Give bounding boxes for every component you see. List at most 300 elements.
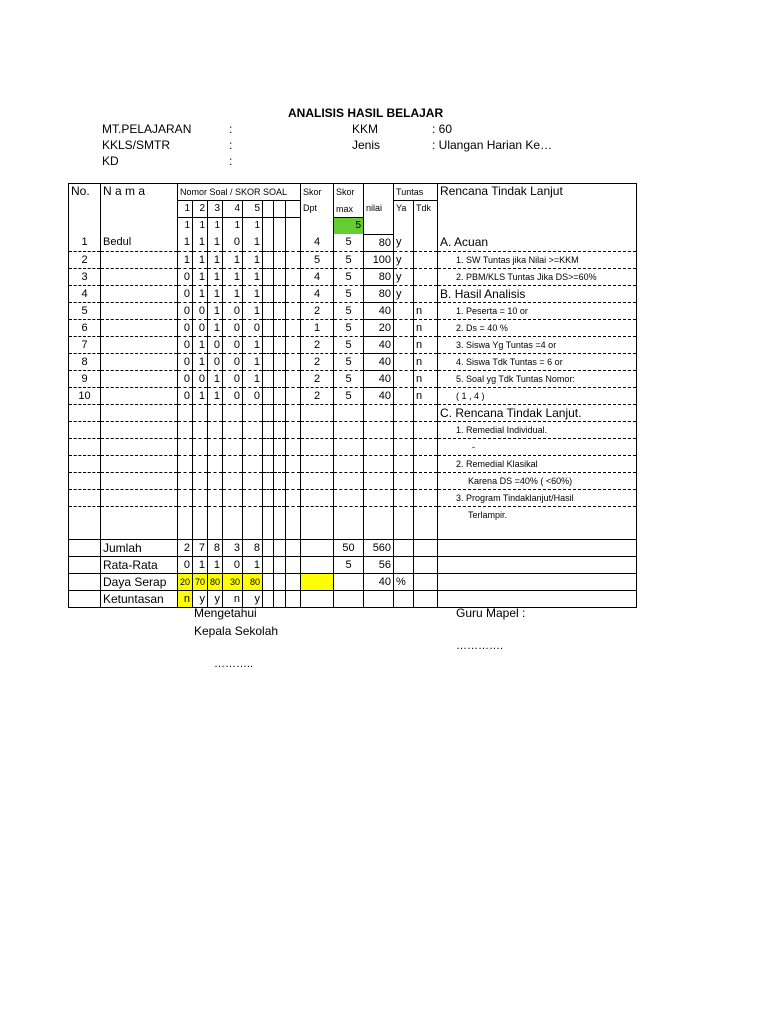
- blank-cell: [414, 590, 438, 607]
- blank-cell: [208, 404, 223, 421]
- summary-soal-value: 70: [193, 573, 208, 590]
- student-name: [101, 268, 178, 285]
- blank-cell: [301, 438, 334, 455]
- blank-cell: [263, 489, 274, 506]
- kkls-label: KKLS/SMTR: [102, 138, 171, 152]
- rtl-item: ( 1 , 4 ): [438, 387, 637, 404]
- summary-soal-value: 20: [178, 573, 193, 590]
- blank-cell: [274, 268, 286, 285]
- soal-score: 0: [208, 353, 223, 370]
- soal-score: 0: [243, 387, 263, 404]
- blank-cell: [286, 234, 301, 251]
- blank-cell: [193, 523, 208, 540]
- rtl-item: [438, 523, 637, 540]
- soal-num: 5: [243, 201, 263, 218]
- soal-score: 1: [223, 285, 243, 302]
- nilai-value: 100: [364, 251, 394, 268]
- nilai-value: 80: [364, 234, 394, 251]
- blank-cell: [208, 455, 223, 472]
- summary-soal-value: y: [208, 590, 223, 607]
- soal-score: 1: [243, 234, 263, 251]
- blank-cell: [263, 234, 274, 251]
- header-row: [69, 184, 637, 201]
- blank-cell: [438, 556, 637, 573]
- table-row: [69, 251, 637, 268]
- blank-cell: [274, 489, 286, 506]
- row-number: 9: [69, 370, 101, 387]
- blank-cell: [69, 523, 101, 540]
- blank-cell: [178, 421, 193, 438]
- col-rtl-header: Rencana Tindak Lanjut: [438, 184, 637, 235]
- student-name: [101, 387, 178, 404]
- soal-score: 1: [243, 370, 263, 387]
- blank-cell: [414, 438, 438, 455]
- rtl-item: -: [438, 438, 637, 455]
- kkm-label: KKM: [352, 122, 379, 136]
- blank-cell: [286, 387, 301, 404]
- blank-cell: [364, 489, 394, 506]
- soal-score: 1: [193, 234, 208, 251]
- tuntas-tdk: n: [414, 302, 438, 319]
- blank-cell: [263, 506, 274, 523]
- tuntas-ya: y: [394, 268, 414, 285]
- blank-cell: [243, 421, 263, 438]
- blank-cell: [223, 438, 243, 455]
- rtl-item: C. Rencana Tindak Lanjut.: [438, 404, 637, 421]
- row-number: 10: [69, 387, 101, 404]
- blank-cell: [274, 455, 286, 472]
- soal-score: 1: [243, 251, 263, 268]
- blank-cell: [274, 421, 286, 438]
- soal-score: 1: [208, 370, 223, 387]
- blank-cell: [438, 590, 637, 607]
- blank-cell: [208, 472, 223, 489]
- table-row: [69, 421, 637, 438]
- blank-cell: [223, 506, 243, 523]
- soal-score: 0: [178, 268, 193, 285]
- tuntas-tdk: n: [414, 319, 438, 336]
- soal-score: 0: [178, 370, 193, 387]
- summary-label: Ketuntasan: [101, 590, 178, 607]
- blank-cell: [414, 472, 438, 489]
- blank-cell: [286, 421, 301, 438]
- table-row: [69, 319, 637, 336]
- blank-cell: [243, 506, 263, 523]
- skor-dpt: 2: [301, 353, 334, 370]
- blank-cell: [193, 506, 208, 523]
- rtl-item: 2. PBM/KLS Tuntas Jika DS>=60%: [438, 268, 637, 285]
- tuntas-tdk: n: [414, 387, 438, 404]
- row-number: 2: [69, 251, 101, 268]
- blank-cell: [334, 472, 364, 489]
- soal-score: 0: [178, 336, 193, 353]
- tuntas-tdk: [414, 285, 438, 302]
- nilai-value: 40: [364, 353, 394, 370]
- table-row: [69, 455, 637, 472]
- table-row: [69, 472, 637, 489]
- blank-cell: [263, 285, 274, 302]
- summary-max: 50: [334, 539, 364, 556]
- blank-cell: [286, 370, 301, 387]
- blank-cell: [263, 268, 274, 285]
- table-row: [69, 234, 637, 251]
- blank-cell: [274, 234, 286, 251]
- nilai-value: 80: [364, 285, 394, 302]
- row-number: 3: [69, 268, 101, 285]
- kd-colon: :: [229, 154, 233, 168]
- skor-dpt: 2: [301, 336, 334, 353]
- table-row: [69, 336, 637, 353]
- mapel-colon: :: [229, 122, 233, 136]
- table-row: [69, 523, 637, 540]
- blank-cell: [286, 556, 301, 573]
- tuntas-tdk: n: [414, 336, 438, 353]
- tuntas-ya: y: [394, 251, 414, 268]
- soal-skor: 1: [193, 218, 208, 235]
- summary-label: Rata-Rata: [101, 556, 178, 573]
- blank-cell: [414, 506, 438, 523]
- table-row: [69, 404, 637, 421]
- skor-dpt: 2: [301, 370, 334, 387]
- col-ya-header: Ya: [394, 201, 414, 235]
- blank-cell: [438, 573, 637, 590]
- blank-cell: [301, 506, 334, 523]
- soal-score: 0: [178, 387, 193, 404]
- summary-soal-value: y: [243, 590, 263, 607]
- blank-cell: [274, 251, 286, 268]
- soal-score: 0: [193, 319, 208, 336]
- summary-pct: [394, 539, 414, 556]
- summary-soal-value: n: [223, 590, 243, 607]
- table-row: [69, 285, 637, 302]
- student-name: Bedul: [101, 234, 178, 251]
- nilai-value: 40: [364, 370, 394, 387]
- soal-score: 0: [178, 302, 193, 319]
- table-row: [69, 438, 637, 455]
- blank-cell: [69, 506, 101, 523]
- blank-cell: [394, 506, 414, 523]
- summary-row-daya: [69, 573, 637, 590]
- summary-nilai: [364, 590, 394, 607]
- blank-cell: [193, 404, 208, 421]
- skor-max: 5: [334, 319, 364, 336]
- blank-cell: [263, 472, 274, 489]
- blank-cell: [243, 472, 263, 489]
- tuntas-ya: [394, 302, 414, 319]
- soal-score: 0: [193, 302, 208, 319]
- soal-score: 0: [178, 285, 193, 302]
- soal-score: 1: [208, 387, 223, 404]
- col-dpt-header: Dpt: [301, 201, 334, 235]
- blank-cell: [263, 438, 274, 455]
- jenis-label: Jenis: [352, 138, 381, 152]
- blank-cell: [286, 472, 301, 489]
- table-body: [69, 184, 637, 608]
- blank-cell: [274, 472, 286, 489]
- blank-cell: [394, 472, 414, 489]
- guru-mapel-label: Guru Mapel :: [456, 606, 526, 620]
- rtl-item: B. Hasil Analisis: [438, 285, 637, 302]
- blank-cell: [101, 506, 178, 523]
- summary-pct: [394, 590, 414, 607]
- blank-cell: [243, 523, 263, 540]
- mapel-label: MT.PELAJARAN: [102, 122, 192, 136]
- blank-cell: [69, 438, 101, 455]
- row-number: 7: [69, 336, 101, 353]
- blank-cell: [69, 489, 101, 506]
- summary-max: 5: [334, 556, 364, 573]
- blank-cell: [334, 438, 364, 455]
- blank-cell: [263, 421, 274, 438]
- blank-cell: [286, 573, 301, 590]
- summary-label: Jumlah: [101, 539, 178, 556]
- blank-cell: [301, 455, 334, 472]
- tuntas-ya: [394, 336, 414, 353]
- skor-max: 5: [334, 251, 364, 268]
- blank-cell: [286, 353, 301, 370]
- blank-cell: [178, 404, 193, 421]
- col-nilai-header: nilai: [364, 201, 394, 235]
- soal-score: 1: [193, 285, 208, 302]
- tuntas-ya: [394, 319, 414, 336]
- blank-cell: [274, 370, 286, 387]
- summary-soal-value: 0: [178, 556, 193, 573]
- blank-cell: [364, 472, 394, 489]
- blank-cell: [223, 523, 243, 540]
- blank-cell: [178, 489, 193, 506]
- rtl-item: 3. Program Tindaklanjut/Hasil: [438, 489, 637, 506]
- blank-cell: [263, 539, 274, 556]
- col-tdk-header: Tdk: [414, 201, 438, 235]
- blank-cell: [394, 523, 414, 540]
- summary-soal-value: y: [193, 590, 208, 607]
- summary-soal-value: 1: [193, 556, 208, 573]
- summary-soal-value: 80: [243, 573, 263, 590]
- signature-dots-right: ………….: [456, 640, 504, 652]
- blank-cell: [101, 489, 178, 506]
- rtl-item: 1. SW Tuntas jika Nilai >=KKM: [438, 251, 637, 268]
- soal-num: 1: [178, 201, 193, 218]
- blank-cell: [178, 455, 193, 472]
- blank-cell: [208, 506, 223, 523]
- blank-cell: [69, 539, 101, 556]
- blank-cell: [286, 455, 301, 472]
- blank-cell: [274, 539, 286, 556]
- soal-skor: 1: [243, 218, 263, 235]
- tuntas-ya: y: [394, 285, 414, 302]
- summary-pct: [394, 556, 414, 573]
- soal-score: 1: [223, 251, 243, 268]
- summary-row-rata: [69, 556, 637, 573]
- student-name: [101, 302, 178, 319]
- blank-cell: [286, 539, 301, 556]
- row-number: 5: [69, 302, 101, 319]
- blank-cell: [69, 573, 101, 590]
- blank-cell: [274, 523, 286, 540]
- soal-score: 0: [223, 319, 243, 336]
- rtl-item: A. Acuan: [438, 234, 637, 251]
- blank-cell: [243, 489, 263, 506]
- student-name: [101, 285, 178, 302]
- blank-cell: [274, 285, 286, 302]
- blank-cell: [263, 336, 274, 353]
- blank-cell: [364, 438, 394, 455]
- table-row: [69, 302, 637, 319]
- summary-soal-value: 7: [193, 539, 208, 556]
- max-score-cell: 5: [334, 218, 364, 235]
- col-no-header: No.: [69, 184, 101, 235]
- tuntas-tdk: [414, 251, 438, 268]
- blank-cell: [394, 489, 414, 506]
- blank-cell: [193, 472, 208, 489]
- blank-cell: [193, 489, 208, 506]
- soal-score: 1: [208, 302, 223, 319]
- rtl-item: 2. Ds = 40 %: [438, 319, 637, 336]
- blank-cell: [286, 302, 301, 319]
- blank-cell: [301, 472, 334, 489]
- student-name: [101, 370, 178, 387]
- soal-num: 2: [193, 201, 208, 218]
- table-row: [69, 387, 637, 404]
- blank-cell: [301, 556, 334, 573]
- kkls-colon: :: [229, 138, 233, 152]
- table-row: [69, 353, 637, 370]
- soal-score: 1: [223, 268, 243, 285]
- summary-soal-value: 3: [223, 539, 243, 556]
- student-name: [101, 319, 178, 336]
- blank-cell: [438, 539, 637, 556]
- blank-cell: [208, 438, 223, 455]
- rtl-item: 4. Siswa Tdk Tuntas = 6 or: [438, 353, 637, 370]
- summary-soal-value: 80: [208, 573, 223, 590]
- blank-cell: [193, 421, 208, 438]
- soal-score: 1: [193, 251, 208, 268]
- blank-cell: [263, 523, 274, 540]
- kkm-value: : 60: [432, 122, 453, 136]
- blank-cell: [286, 319, 301, 336]
- skor-max: 5: [334, 353, 364, 370]
- blank-cell: [414, 455, 438, 472]
- soal-score: 1: [208, 268, 223, 285]
- blank-cell: [178, 472, 193, 489]
- col-tuntas-header: Tuntas: [394, 184, 438, 201]
- soal-score: 1: [243, 336, 263, 353]
- summary-nilai: 560: [364, 539, 394, 556]
- skor-dpt: 4: [301, 234, 334, 251]
- tuntas-ya: y: [394, 234, 414, 251]
- blank-cell: [301, 404, 334, 421]
- skor-max: 5: [334, 302, 364, 319]
- soal-score: 1: [243, 285, 263, 302]
- blank-cell: [301, 489, 334, 506]
- blank-cell: [223, 455, 243, 472]
- table-row: [69, 370, 637, 387]
- blank-cell: [414, 539, 438, 556]
- soal-score: 0: [223, 370, 243, 387]
- soal-num: 4: [223, 201, 243, 218]
- table-row: [69, 506, 637, 523]
- soal-score: 1: [193, 353, 208, 370]
- blank-cell: [263, 387, 274, 404]
- summary-label: Daya Serap: [101, 573, 178, 590]
- blank-cell: [178, 438, 193, 455]
- soal-skor: 1: [223, 218, 243, 235]
- blank-cell: [301, 573, 334, 590]
- blank-cell: [334, 455, 364, 472]
- blank-cell: [274, 319, 286, 336]
- nilai-value: 40: [364, 387, 394, 404]
- blank-cell: [178, 523, 193, 540]
- skor-dpt: 4: [301, 268, 334, 285]
- blank-cell: [274, 573, 286, 590]
- blank-cell: [274, 302, 286, 319]
- blank-cell: [334, 404, 364, 421]
- tuntas-ya: [394, 387, 414, 404]
- table-row: [69, 489, 637, 506]
- blank-cell: [69, 421, 101, 438]
- summary-row-ketuntasan: [69, 590, 637, 607]
- tuntas-tdk: [414, 234, 438, 251]
- soal-score: 1: [193, 268, 208, 285]
- rtl-item: Terlampir.: [438, 506, 637, 523]
- row-number: 8: [69, 353, 101, 370]
- blank-cell: [274, 506, 286, 523]
- col-skor-header: Skor: [301, 184, 334, 201]
- summary-soal-value: 2: [178, 539, 193, 556]
- nilai-value: 40: [364, 336, 394, 353]
- blank-cell: [101, 455, 178, 472]
- blank-cell: [274, 387, 286, 404]
- soal-score: 0: [223, 387, 243, 404]
- blank-cell: [286, 285, 301, 302]
- blank-cell: [414, 404, 438, 421]
- skor-max: 5: [334, 285, 364, 302]
- blank-cell: [414, 556, 438, 573]
- blank-cell: [286, 438, 301, 455]
- blank-cell: [334, 523, 364, 540]
- soal-score: 0: [193, 370, 208, 387]
- blank-cell: [263, 590, 274, 607]
- soal-score: 1: [208, 319, 223, 336]
- tuntas-tdk: n: [414, 353, 438, 370]
- soal-num: 3: [208, 201, 223, 218]
- jenis-value: : Ulangan Harian Ke…: [432, 138, 553, 152]
- summary-nilai: 56: [364, 556, 394, 573]
- blank-cell: [193, 438, 208, 455]
- blank-cell: [69, 590, 101, 607]
- summary-soal-value: 1: [208, 556, 223, 573]
- kd-label: KD: [102, 154, 119, 168]
- blank-cell: [263, 455, 274, 472]
- blank-cell: [394, 404, 414, 421]
- summary-soal-value: 8: [243, 539, 263, 556]
- blank-cell: [334, 506, 364, 523]
- blank-cell: [301, 421, 334, 438]
- rtl-item: 1. Remedial Individual.: [438, 421, 637, 438]
- soal-score: 1: [193, 387, 208, 404]
- nilai-value: 40: [364, 302, 394, 319]
- analysis-table: [68, 183, 637, 608]
- blank-cell: [364, 506, 394, 523]
- skor-max: 5: [334, 268, 364, 285]
- soal-score: 0: [223, 353, 243, 370]
- summary-soal-value: 0: [223, 556, 243, 573]
- signature-dots-left: ………..: [214, 658, 254, 670]
- blank-cell: [286, 251, 301, 268]
- soal-score: 1: [178, 251, 193, 268]
- nilai-value: 20: [364, 319, 394, 336]
- blank-cell: [301, 539, 334, 556]
